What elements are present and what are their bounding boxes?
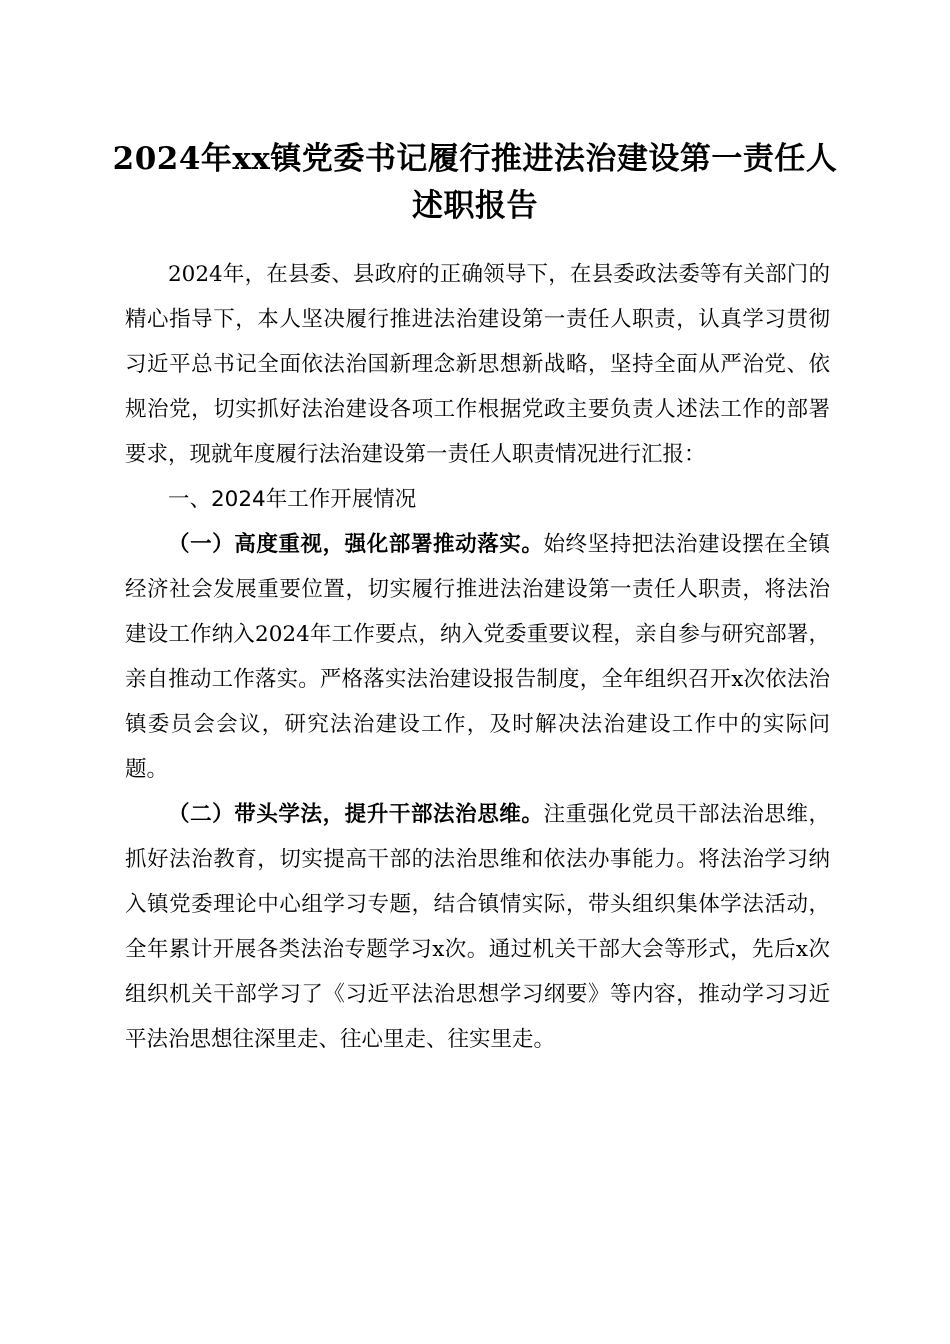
item-1-text: 始终坚持把法治建设摆在全镇经济社会发展重要位置，切实履行推进法治建设第一责任人职责，将法治建设工作纳入2024年工作要点，纳入党委重要议程，亲自参与研究部署，亲自推动工作落实。严格落实法治建设报告制度，全年组织召开x次依法治镇委员会会议，研究法治建设工作，及时解决法治建设工作中的实际问题。: [125, 532, 830, 782]
paragraph-item-1: [125, 522, 830, 792]
intro-paragraph: 2024年，在县委、县政府的正确领导下，在县委政法委等有关部门的精心指导下，本人坚决履行推进法治建设第一责任人职责，认真学习贯彻习近平总书记全面依法治国新理念新思想新战略，坚持全面从严治党、依规治党，切实抓好法治建设各项工作根据党政主要负责人述法工作的部署要求，现就年度履行法治建设第一责任人职责情况进行汇报：: [125, 262, 830, 467]
section-heading: 一、2024年工作开展情况: [168, 487, 417, 512]
item-1-heading: （一）高度重视，强化部署推动落实。: [168, 532, 544, 557]
item-2-text: 注重强化党员干部法治思维，抓好法治教育，切实提高干部的法治思维和依法办事能力。将法治学习纳入镇党委理论中心组学习专题，结合镇情实际，带头组织集体学法活动，全年累计开展各类法治专题学习x次。通过机关干部大会等形式，先后x次组织机关干部学习了《习近平法治思想学习纲要》等内容，推动学习习近平法治思想往深里走、往心里走、往实里走。: [125, 802, 830, 1052]
document-body: [125, 252, 830, 1062]
document-title: 2024年xx镇党委书记履行推进法治建设第一责任人述职报告: [112, 141, 838, 224]
item-2-heading: （二）带头学法，提升干部法治思维。: [168, 802, 544, 827]
paragraph-item-2: [125, 792, 830, 1062]
